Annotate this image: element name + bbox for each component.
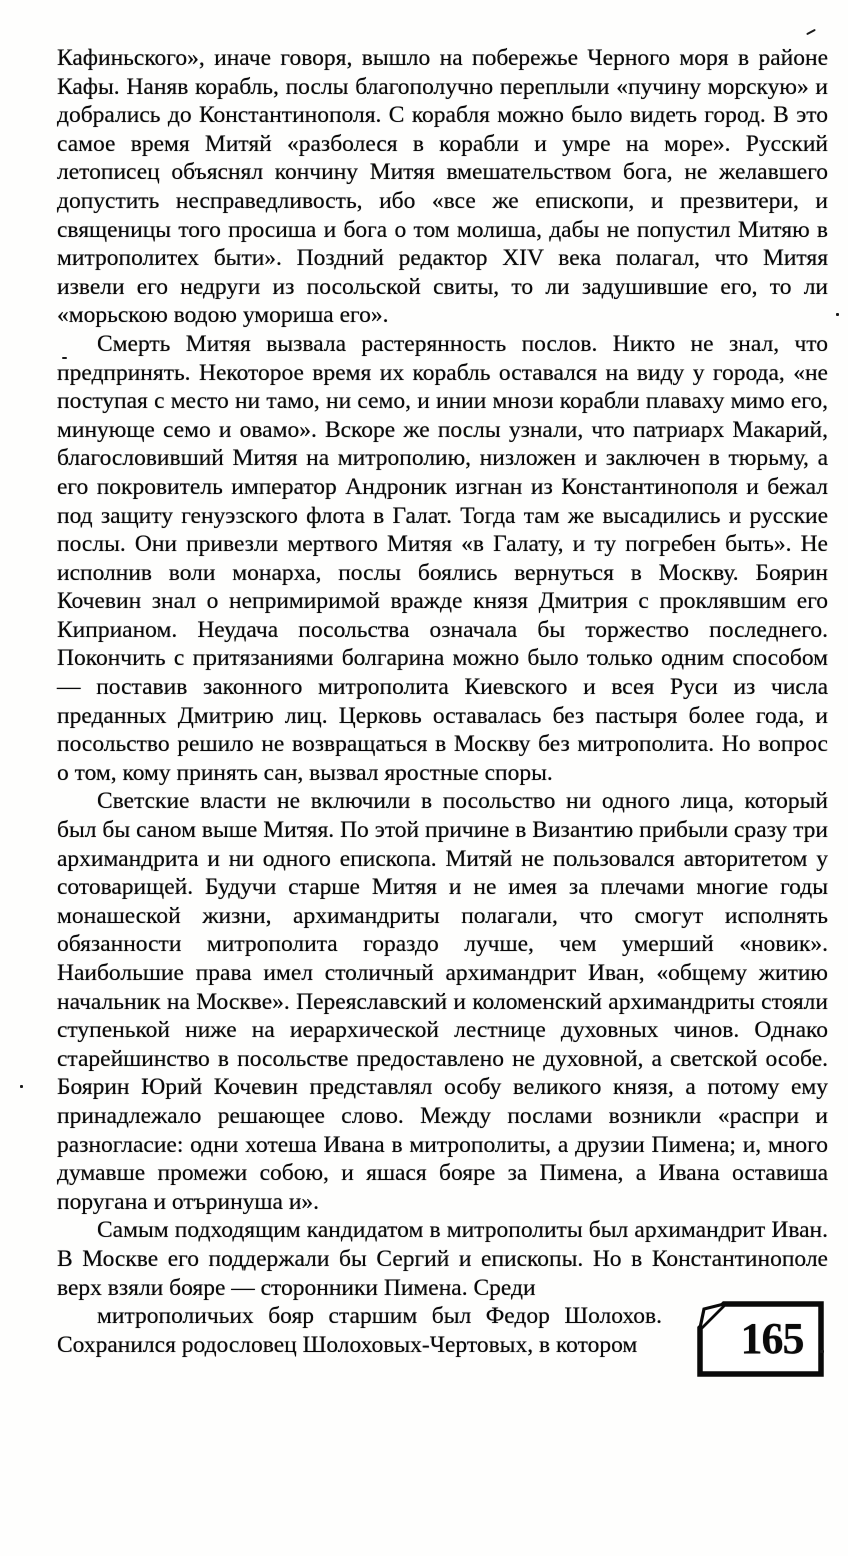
page-number: 165 [740, 1314, 804, 1364]
page-number-box [694, 1298, 828, 1380]
scan-speck [20, 1085, 23, 1088]
scan-speck [836, 313, 839, 316]
body-paragraph-2: Смерть Митяя вызвала растерянность послов. Никто не знал, что предпринять. Некоторое время их корабль оставался на виду у города, «не поступая с место ни тамо, ни семо, и инии мнози корабли плаваху мимо его, минующе семо и овамо». Вскоре же послы узнали, что патриарх Макарий, благословивший Митяя на митрополию, низложен и заключен в тюрьму, а его покровитель император Андроник изгнан из Константинополя и бежал под защиту генуэзского флота в Галат. Тогда там же высадились и русские послы. Они привезли мертвого Митяя «в Галату, и ту погребен быть». Не исполнив воли монарха, послы боялись вернуться в Москву. Боярин Кочевин знал о непримиримой вражде князя Дмитрия с проклявшим его Киприаном. Неудача посольства означала бы торжество последнего. Покончить с притязаниями болгарина можно было только одним способом — поставив законного митрополита Киевского и всея Руси из числа преданных Дмитрию лиц. Церковь оставалась без пастыря более года, и посольство решило не возвращаться в Москву без митрополита. Но вопрос о том, кому принять сан, вызвал яростные споры. [57, 330, 828, 786]
last-text-row [57, 1302, 828, 1380]
body-paragraph-1: Кафиньского», иначе говоря, вышло на побережье Черного моря в районе Кафы. Наняв корабль, послы благополучно переплыли «пучину морскую» и добрались до Константинополя. С корабля можно было видеть город. В это самое время Митяй «разболеся в корабли и умре на море». Русский летописец объяснял кончину Митяя вмешательством бога, не желавшего допустить несправедливость, ибо «все же епископи, и презвитери, и священицы того просиша и бога о том молиша, дабы не попустил Митяю в митрополитех быти». Поздний редактор XIV века полагал, что Митяя извели его недруги из посольской свиты, то ли задушившие его, то ли «морьскою водою умориша его». [57, 45, 828, 329]
body-paragraph-3: Светские власти не включили в посольство ни одного лица, который был бы саном выше Митяя. По этой причине в Византию прибыли сразу три архимандрита и ни одного епископа. Митяй не пользовался авторитетом у сотоварищей. Будучи старше Митяя и не имея за плечами многие годы монашеской жизни, архимандриты полагали, что смогут исполнять обязанности митрополита гораздо лучше, чем умерший «новик». Наибольшие права имел столичный архимандрит Иван, «общему житию начальник на Москве». Переяславский и коломенский архимандриты стояли ступенькой ниже на иерархической лестнице духовных чинов. Однако старейшинство в посольстве предоставлено не духовной, а светской особе. Боярин Юрий Кочевин представлял особу великого князя, а потому ему принадлежало решающее слово. Между послами возникли «распри и разногласие: одни хотеша Ивана в митрополиты, а друзии Пимена; и, много думавше промежи собою, и яшася бояре за Пимена, а Ивана оставиша поругана и отъринуша и». [57, 788, 828, 1215]
scan-speck [62, 357, 67, 359]
body-paragraph-4: Самым подходящим кандидатом в митрополиты был архимандрит Иван. В Москве его поддержали бы Сергий и епископы. Но в Константинополе верх взяли бояре — сторонники Пимена. Среди [57, 1217, 828, 1301]
scan-speck [820, 1350, 824, 1353]
text-column [57, 44, 828, 1380]
scan-speck [806, 29, 816, 35]
body-paragraph-4-continued: митрополичьих бояр старшим был Федор Шолохов. Сохранился родословец Шолоховых-Чертовых, в котором [57, 1303, 662, 1358]
